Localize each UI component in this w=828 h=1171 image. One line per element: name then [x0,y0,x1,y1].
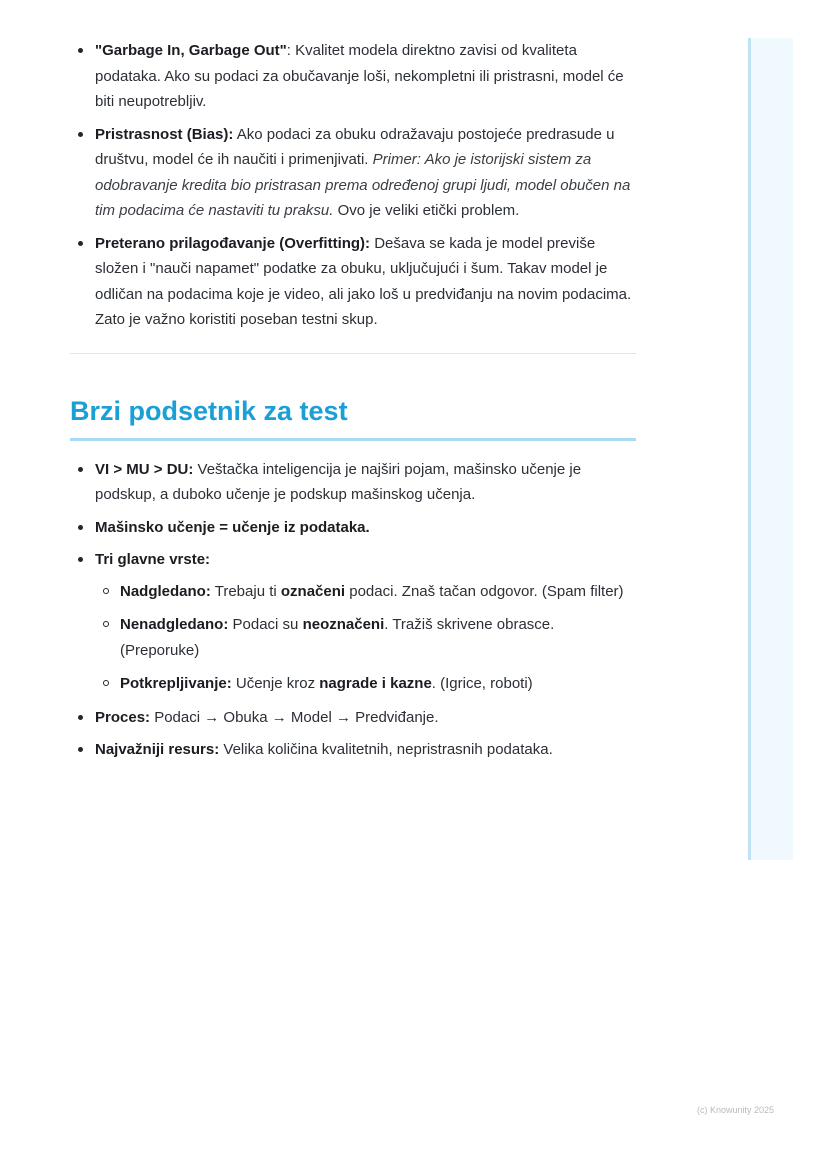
sub-emphasis: nagrade i kazne [319,675,432,692]
sub-text: Učenje kroz [231,675,320,692]
sub-emphasis: neoznačeni [302,616,385,633]
item-text: Podaci → Obuka → Model → Predviđanje. [150,708,439,726]
copyright-footer: (c) Knowunity 2025 [696,1105,774,1115]
item-title: VI > MU > DU: [95,460,194,478]
document-content [70,38,636,770]
list-item [70,38,636,115]
sub-emphasis: označeni [280,582,346,600]
sublist-item [95,671,636,697]
item-title: Proces: [95,708,151,726]
sub-title: Nadgledano: [120,582,211,600]
pitfalls-list [70,38,636,333]
sub-text: . (Igrice, roboti) [431,675,533,692]
types-sublist [95,579,636,697]
sub-title: Potkrepljivanje: [120,675,232,692]
item-text: Ako podaci za obuku odražavaju postojeće predrasude u društvu, model će ih naučiti i primenjivati. [95,125,615,168]
section-heading: Brzi podsetnik za test [70,394,636,441]
list-item [70,737,636,763]
item-tail: Ovo je veliki etički problem. [333,202,520,219]
list-item [70,515,636,541]
list-item [70,547,636,697]
sublist-item [95,612,636,663]
list-item [70,457,636,508]
item-title: Tri glavne vrste: [95,551,211,568]
item-text: Velika količina kvalitetnih, nepristrasnih podataka. [219,741,553,758]
sidebar-panel [748,38,793,860]
sublist-item [95,579,636,605]
sub-title: Nenadgledano: [120,616,229,633]
sub-text: Trebaju ti [210,582,281,600]
item-text: : Kvalitet modela direktno zavisi od kvaliteta podataka. Ako su podaci za obučavanje loši, nekompletni ili pristrasni, model će biti neupotrebljiv. [95,42,624,110]
item-title: Pristrasnost (Bias): [95,125,234,143]
item-text: Veštačka inteligencija je najširi pojam, mašinsko učenje je podskup, a duboko učenje je podskup mašinskog učenja. [95,460,582,503]
divider [70,353,636,354]
list-item [70,231,636,333]
item-example: Primer: Ako je istorijski sistem za odobravanje kredita bio pristrasan prema određenoj grupi ljudi, model obučen na tim podacima će nastaviti tu praksu. [95,151,631,219]
item-title: Preterano prilagođavanje (Overfitting): [95,234,371,252]
item-title: Mašinsko učenje = učenje iz podataka. [95,518,370,536]
item-title: Najvažniji resurs: [95,741,220,758]
sub-text: Podaci su [228,616,303,633]
item-text: Dešava se kada je model previše složen i "nauči napamet" podatke za obuku, uključujući i šum. Takav model je odličan na podacima koje je video, ali jako loš u predviđanju na novim podacima. Zato je važno koristiti poseban testni skup. [95,234,632,328]
sub-text: . Tražiš skrivene obrasce. (Preporuke) [120,616,555,659]
reminder-list [70,457,636,763]
sub-text: podaci. Znaš tačan odgovor. (Spam filter) [345,582,624,600]
list-item [70,122,636,224]
item-title: "Garbage In, Garbage Out" [95,42,287,59]
list-item [70,705,636,731]
